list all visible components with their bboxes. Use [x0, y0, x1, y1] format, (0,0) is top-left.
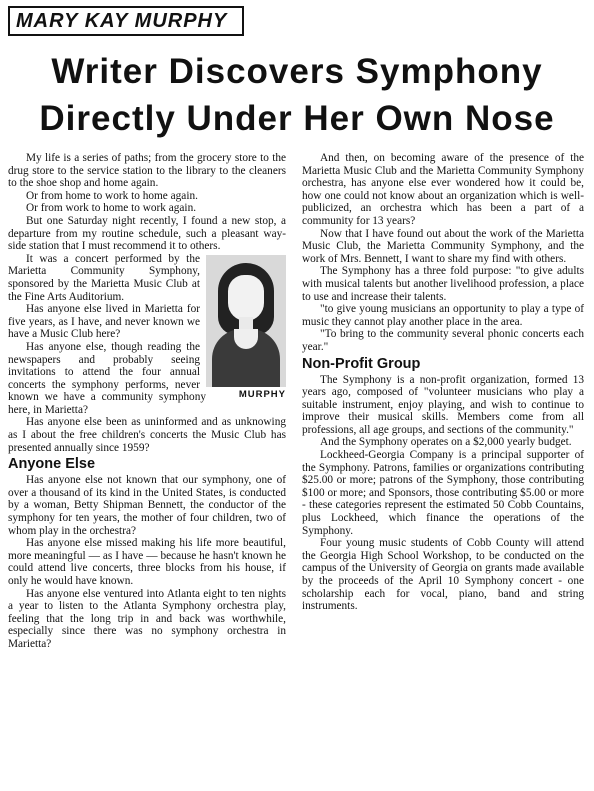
paragraph: Has anyone else, though reading the newspapers and probably seeing invitations to attend the four annual concerts the symphony performs, never known we have a community symphony here, in Marietta?: [8, 340, 206, 416]
headline-line-1: Writer Discovers Symphony: [51, 52, 543, 91]
paragraph: "to give young musicians an opportunity to play a type of music they cannot play another place in the area.: [302, 303, 584, 328]
paragraph: Or from home to work to home again.: [26, 189, 198, 202]
paragraph: Has anyone else missed making his life more beautiful, more meaningful — as I have — because he hasn't known he could attend live concerts, three blocks from his house, if only he would have known.: [8, 537, 286, 587]
paragraph: And then, on becoming aware of the presence of the Marietta Music Club and the Marietta Community Symphony orchestra, has anyone else ever wondered how it could be, how one could not know about an organization which is well-publicized, an orchestra which has been a part of a community for 13 years?: [302, 152, 584, 227]
right-column: [302, 152, 584, 613]
paragraph: It was a concert performed by the Marietta Community Symphony, sponsored by the Marietta Music Club at the Fine Arts Auditorium.: [8, 252, 200, 303]
paragraph: My life is a series of paths; from the grocery store to the drug store to the service station to the library to the cleaners to the shoe shop and home again.: [8, 152, 286, 190]
paragraph: Now that I have found out about the work of the Marietta Music Club, the Marietta Community Symphony, and the work of Mrs. Bennett, I want to share my find with others.: [302, 227, 584, 265]
paragraph: But one Saturday night recently, I found a new stop, a departure from my routine schedule, such a pleasant way-side station that I must recommend it to others.: [8, 214, 286, 253]
paragraph: And the Symphony operates on a $2,000 yearly budget.: [320, 436, 572, 449]
subheading-anyone-else: Anyone Else: [8, 456, 96, 473]
subheading-non-profit-group: Non-Profit Group: [302, 355, 421, 372]
paragraph: The Symphony has a three fold purpose: "to give adults with musical talents but another livelihood profession, a place to use and increase their talents.: [302, 265, 584, 303]
left-column: [8, 152, 286, 651]
paragraph: Or from work to home to work again.: [26, 202, 197, 215]
paragraph: Has anyone else not known that our symphony, one of over a thousand of its kind in the United States, is conducted by a woman, Betty Shipman Bennett, the conductor of the symphony for ten years, the mother of four children, two of whom play in the orchestra?: [8, 474, 286, 537]
paragraph: Has anyone else been as uninformed and as unknowing as I about the free children's concerts the Music Club has presented annually since 1959?: [8, 416, 286, 454]
paragraph: Has anyone else ventured into Atlanta eight to ten nights a year to listen to the Atlanta Symphony orchestra play, feeling that the long trip in and back was worthwhile, especially since there was no symphony orchestra in Marietta?: [8, 587, 286, 650]
author-portrait-photo: [206, 255, 286, 387]
paragraph: "To bring to the community several phonic concerts each year.": [302, 328, 584, 353]
headline-line-2: Directly Under Her Own Nose: [39, 99, 555, 138]
paragraph: Has anyone else lived in Marietta for five years, as I have, and never known we have a Music Club here?: [8, 303, 200, 341]
author-byline-box: MARY KAY MURPHY: [8, 6, 244, 36]
photo-caption: MURPHY: [238, 388, 286, 400]
paragraph: The Symphony is a non-profit organization, formed 13 years ago, composed of "volunteer musicians who play a suitable instrument, enjoy playing, and wish to continue to improve their musical skills. Members come from all professions, all age groups, and sections of the community.": [302, 373, 584, 436]
paragraph: Lockheed-Georgia Company is a principal supporter of the Symphony. Patrons, families or organizations contributing $25.00 or more; patrons of the Symphony, those contributing $100 or more; and Sponsors, those contributing $5.00 or more - these categories represent the estimated 50 Cobb Countains, plus Lockheed, which finance the operations of the Symphony.: [302, 449, 584, 537]
portrait-face: [228, 275, 264, 321]
paragraph: Four young music students of Cobb County will attend the Georgia High School Workshop, to be conducted on the campus of the University of Georgia on grants made available by the proceeds of the April 10 Symphony concert - one scholarship each for vocal, piano, band and string instruments.: [302, 537, 584, 613]
